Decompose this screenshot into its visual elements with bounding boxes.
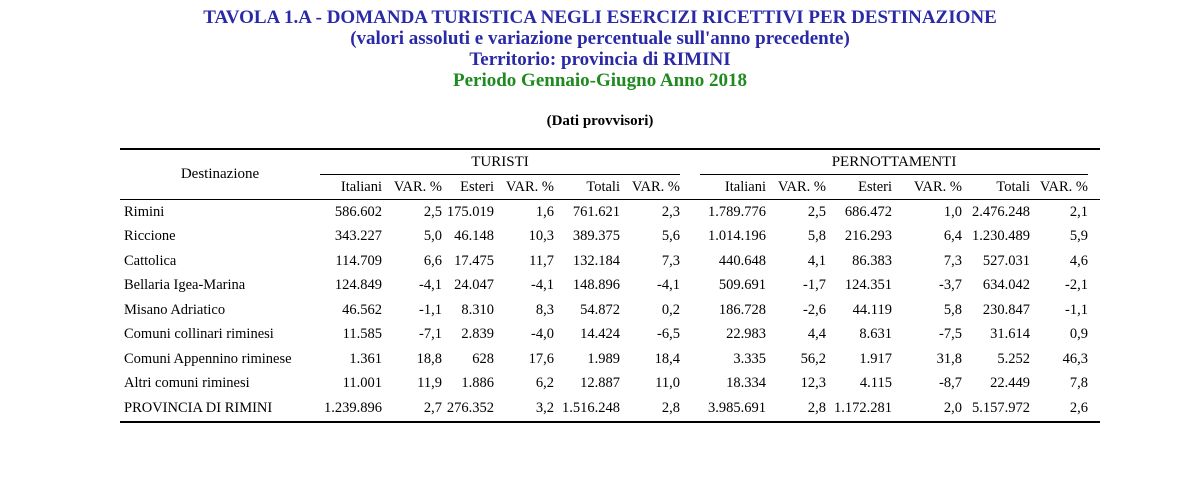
table-cell: -6,5 bbox=[657, 326, 680, 343]
table-cell: 56,2 bbox=[800, 350, 826, 367]
destination-name: Rimini bbox=[124, 203, 165, 220]
table-cell: 17,6 bbox=[528, 350, 554, 367]
col-header: Esteri bbox=[442, 175, 494, 200]
col-header: VAR. % bbox=[382, 175, 442, 200]
table-cell: 509.691 bbox=[718, 277, 766, 294]
group-turisti: TURISTI bbox=[320, 150, 680, 175]
table-cell: 46,3 bbox=[1062, 350, 1088, 367]
table-row bbox=[120, 249, 1100, 274]
period-label: Periodo Gennaio-Giugno Anno 2018 bbox=[452, 70, 748, 91]
table-cell: -1,1 bbox=[419, 301, 442, 318]
table-cell: 31,8 bbox=[936, 350, 962, 367]
table-cell: 44.119 bbox=[852, 301, 892, 318]
table-cell: 761.621 bbox=[572, 203, 620, 220]
table-cell: 1.917 bbox=[859, 350, 892, 367]
group-pernottamenti: PERNOTTAMENTI bbox=[700, 150, 1088, 175]
table-row bbox=[120, 200, 1100, 225]
table-cell: 124.849 bbox=[334, 277, 382, 294]
table-cell: 14.424 bbox=[580, 326, 620, 343]
table-cell: 389.375 bbox=[572, 228, 620, 245]
destination-header: Destinazione bbox=[120, 150, 320, 200]
title-block bbox=[0, 7, 1200, 91]
table-cell: -2,1 bbox=[1065, 277, 1088, 294]
table-cell: 1.239.896 bbox=[320, 396, 382, 422]
table-cell: 86.383 bbox=[852, 252, 892, 269]
col-header: VAR. % bbox=[766, 175, 826, 200]
table-cell: 5,9 bbox=[1069, 228, 1088, 245]
table-cell: 46.562 bbox=[342, 301, 382, 318]
table-cell: 4,4 bbox=[807, 326, 826, 343]
table-cell: 54.872 bbox=[580, 301, 620, 318]
table-cell: 31.614 bbox=[990, 326, 1030, 343]
col-header: Totali bbox=[962, 175, 1030, 200]
table-cell: 1.361 bbox=[349, 350, 382, 367]
table-cell: 132.184 bbox=[572, 252, 620, 269]
table-title: TAVOLA 1.A - DOMANDA TURISTICA NEGLI ESERCIZI RICETTIVI PER DESTINAZIONE bbox=[203, 7, 997, 28]
destination-name: PROVINCIA DI RIMINI bbox=[120, 396, 320, 422]
table-cell: 18,4 bbox=[654, 350, 680, 367]
table-cell: -8,7 bbox=[939, 375, 962, 392]
table-row bbox=[120, 298, 1100, 323]
table-cell: 12.887 bbox=[580, 375, 620, 392]
table-cell: 634.042 bbox=[982, 277, 1030, 294]
table-cell: 8.310 bbox=[461, 301, 494, 318]
table-cell: 2,5 bbox=[807, 203, 826, 220]
table-cell: 1.014.196 bbox=[708, 228, 766, 245]
table-cell: 17.475 bbox=[454, 252, 494, 269]
table-cell: 6,6 bbox=[423, 252, 442, 269]
table-cell: 24.047 bbox=[454, 277, 494, 294]
table-cell: -1,1 bbox=[1065, 301, 1088, 318]
col-header: VAR. % bbox=[1030, 175, 1088, 200]
table-cell: -4,1 bbox=[419, 277, 442, 294]
table-row bbox=[120, 323, 1100, 348]
table-cell: 22.449 bbox=[990, 375, 1030, 392]
table-cell: 5,8 bbox=[943, 301, 962, 318]
table-cell: 0,2 bbox=[661, 301, 680, 318]
table-cell: 2,5 bbox=[423, 203, 442, 220]
table-cell: 1.516.248 bbox=[554, 396, 620, 422]
table-cell: -7,5 bbox=[939, 326, 962, 343]
table-cell: 5.157.972 bbox=[962, 396, 1030, 422]
table-cell: 1.886 bbox=[461, 375, 494, 392]
territory-label: Territorio: provincia di RIMINI bbox=[469, 49, 731, 70]
table-cell: 2,1 bbox=[1069, 203, 1088, 220]
col-header: Totali bbox=[554, 175, 620, 200]
table-cell: 276.352 bbox=[442, 396, 494, 422]
table-cell: 216.293 bbox=[844, 228, 892, 245]
table-cell: 2,6 bbox=[1030, 396, 1088, 422]
table-cell: 7,3 bbox=[661, 252, 680, 269]
table-cell: 1.172.281 bbox=[826, 396, 892, 422]
table-cell: 2.476.248 bbox=[972, 203, 1030, 220]
table-cell: 148.896 bbox=[572, 277, 620, 294]
table-cell: 2,8 bbox=[620, 396, 680, 422]
table-cell: 3.985.691 bbox=[700, 396, 766, 422]
table-subtitle: (valori assoluti e variazione percentuale sull'anno precedente) bbox=[350, 28, 850, 49]
table-cell: 12,3 bbox=[800, 375, 826, 392]
table-cell: 11.585 bbox=[342, 326, 382, 343]
table-cell: -4,1 bbox=[657, 277, 680, 294]
table-cell: 3,2 bbox=[494, 396, 554, 422]
table-cell: 4,6 bbox=[1069, 252, 1088, 269]
col-header: Italiani bbox=[700, 175, 766, 200]
col-header: VAR. % bbox=[892, 175, 962, 200]
table-cell: -4,1 bbox=[531, 277, 554, 294]
table-cell: 4.115 bbox=[859, 375, 892, 392]
group-header-row bbox=[120, 150, 1100, 175]
table-cell: 6,4 bbox=[943, 228, 962, 245]
table-cell: -1,7 bbox=[803, 277, 826, 294]
destination-name: Comuni Appennino riminese bbox=[124, 350, 292, 367]
table-cell: 7,8 bbox=[1069, 375, 1088, 392]
table-cell: 7,3 bbox=[943, 252, 962, 269]
table-cell: 22.983 bbox=[726, 326, 766, 343]
table-cell: -4,0 bbox=[531, 326, 554, 343]
table-cell: 11,9 bbox=[417, 375, 442, 392]
table-cell: 2,8 bbox=[766, 396, 826, 422]
table-row bbox=[120, 274, 1100, 299]
table-cell: -3,7 bbox=[939, 277, 962, 294]
table-cell: 1.230.489 bbox=[972, 228, 1030, 245]
table-cell: 440.648 bbox=[718, 252, 766, 269]
table-cell: 2.839 bbox=[461, 326, 494, 343]
col-header: Esteri bbox=[826, 175, 892, 200]
table-cell: 4,1 bbox=[807, 252, 826, 269]
table-cell: 5,6 bbox=[661, 228, 680, 245]
table-cell: 1,0 bbox=[943, 203, 962, 220]
destination-name: Riccione bbox=[124, 228, 176, 245]
table-cell: 230.847 bbox=[982, 301, 1030, 318]
provisional-note: (Dati provvisori) bbox=[546, 113, 654, 129]
table-cell: 1.789.776 bbox=[708, 203, 766, 220]
table-cell: -7,1 bbox=[419, 326, 442, 343]
table-cell: 8,3 bbox=[535, 301, 554, 318]
table-cell: 1.989 bbox=[587, 350, 620, 367]
table-cell: 2,7 bbox=[382, 396, 442, 422]
table-cell: 686.472 bbox=[844, 203, 892, 220]
table-cell: 5,8 bbox=[807, 228, 826, 245]
table-row bbox=[120, 372, 1100, 397]
table-cell: 114.709 bbox=[335, 252, 382, 269]
table-cell: 11,7 bbox=[529, 252, 554, 269]
table-cell: 2,0 bbox=[892, 396, 962, 422]
data-table bbox=[120, 148, 1100, 423]
table-cell: 175.019 bbox=[446, 203, 494, 220]
table-cell: 124.351 bbox=[844, 277, 892, 294]
table-row bbox=[120, 396, 1100, 422]
table-cell: 18,8 bbox=[416, 350, 442, 367]
table-cell: 11,0 bbox=[655, 375, 680, 392]
table-cell: 628 bbox=[472, 350, 494, 367]
table-cell: -2,6 bbox=[803, 301, 826, 318]
table-cell: 0,9 bbox=[1069, 326, 1088, 343]
destination-name: Misano Adriatico bbox=[124, 301, 226, 318]
col-header: Italiani bbox=[320, 175, 382, 200]
table-cell: 46.148 bbox=[454, 228, 494, 245]
table-cell: 186.728 bbox=[718, 301, 766, 318]
table-cell: 11.001 bbox=[342, 375, 382, 392]
table-cell: 18.334 bbox=[726, 375, 766, 392]
table-cell: 586.602 bbox=[334, 203, 382, 220]
destination-name: Bellaria Igea-Marina bbox=[124, 277, 246, 294]
table-cell: 343.227 bbox=[334, 228, 382, 245]
table-cell: 6,2 bbox=[535, 375, 554, 392]
destination-name: Cattolica bbox=[124, 252, 177, 269]
table-row bbox=[120, 225, 1100, 250]
col-header: VAR. % bbox=[620, 175, 680, 200]
table-row bbox=[120, 347, 1100, 372]
table-cell: 3.335 bbox=[733, 350, 766, 367]
destination-name: Altri comuni riminesi bbox=[124, 375, 250, 392]
table-cell: 5.252 bbox=[997, 350, 1030, 367]
table-cell: 1,6 bbox=[535, 203, 554, 220]
table-cell: 527.031 bbox=[982, 252, 1030, 269]
table-cell: 5,0 bbox=[423, 228, 442, 245]
col-header: VAR. % bbox=[494, 175, 554, 200]
table-cell: 2,3 bbox=[661, 203, 680, 220]
table-cell: 8.631 bbox=[859, 326, 892, 343]
table-cell: 10,3 bbox=[528, 228, 554, 245]
destination-name: Comuni collinari riminesi bbox=[124, 326, 274, 343]
